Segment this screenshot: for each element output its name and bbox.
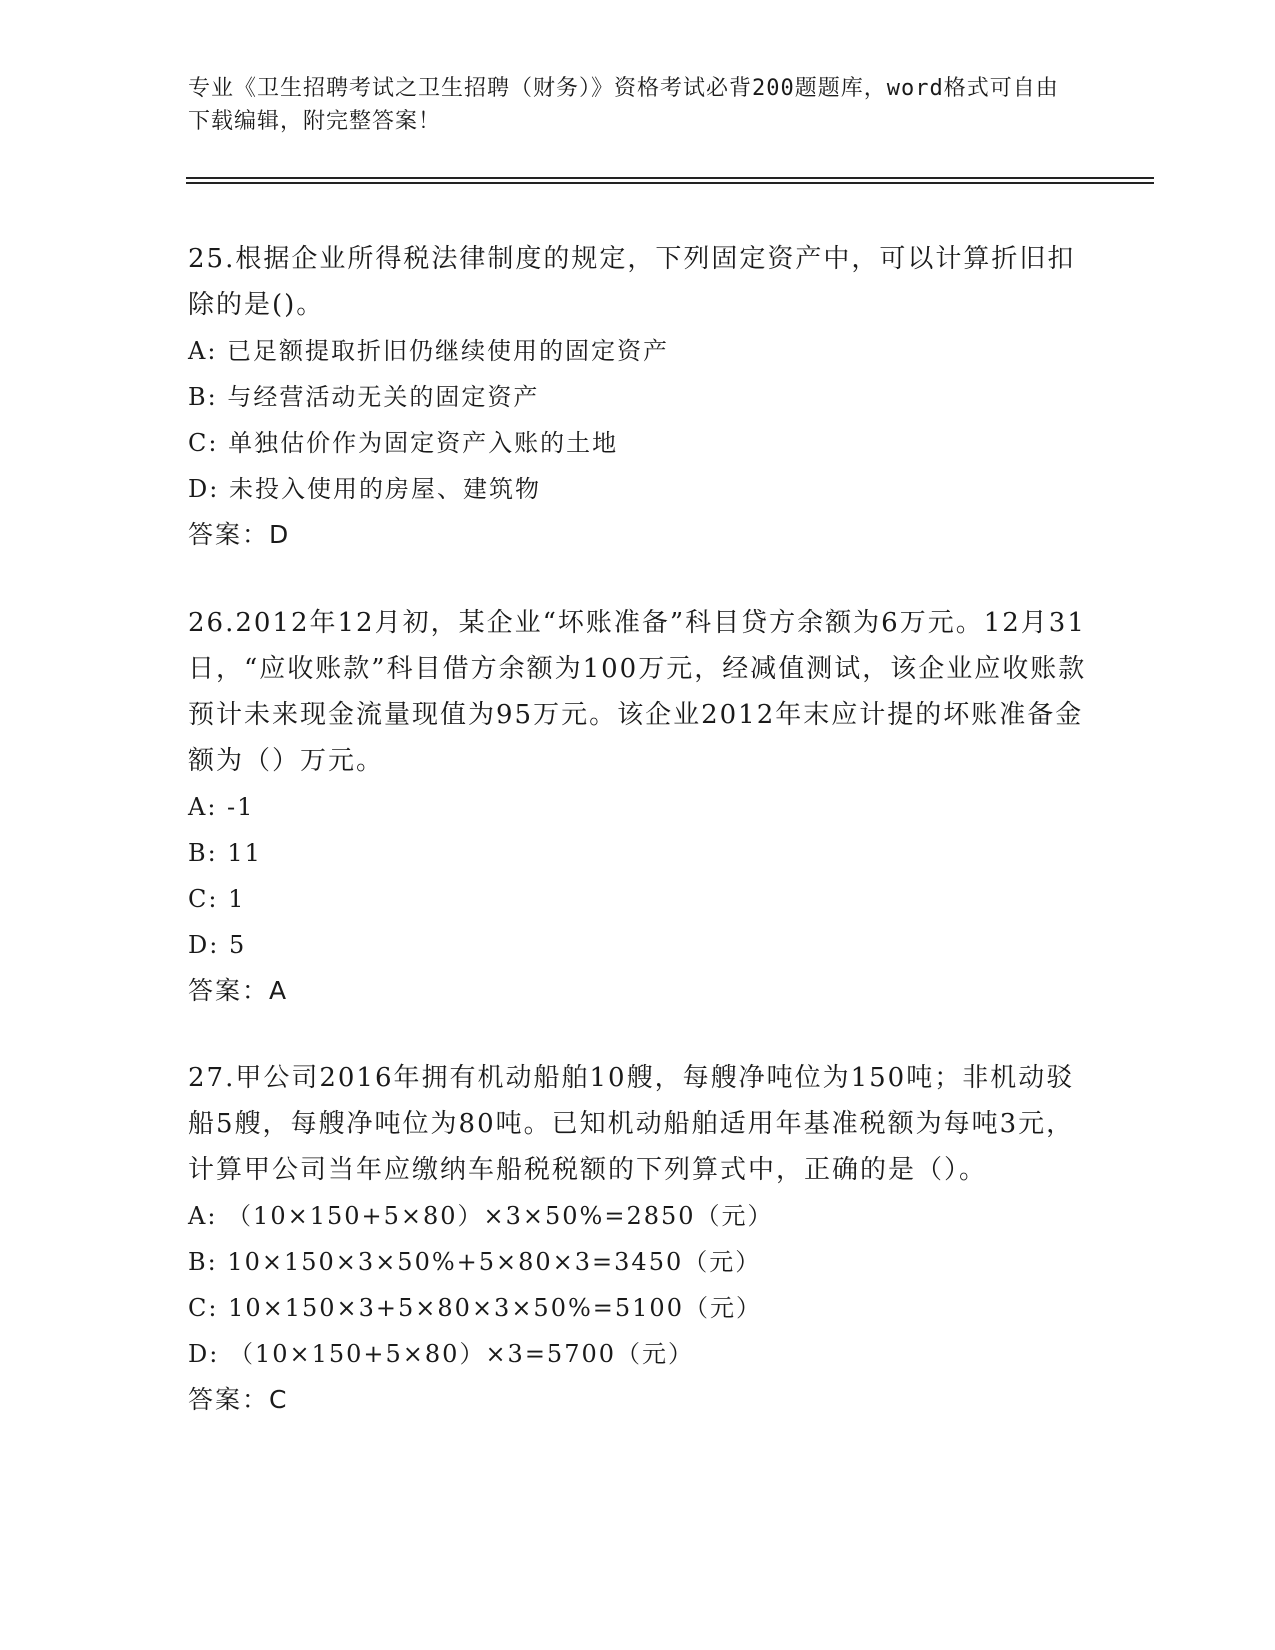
option-c: C: 10×150×3+5×80×3×50%=5100（元）	[188, 1294, 762, 1322]
option-b: B: 与经营活动无关的固定资产	[188, 383, 540, 411]
answer: 答案：A	[188, 976, 289, 1005]
option-a: A: 已足额提取折旧仍继续使用的固定资产	[188, 337, 670, 365]
question-25	[188, 236, 1088, 558]
option-c: C: 1	[188, 885, 246, 913]
answer: 答案：D	[188, 520, 291, 549]
option-d: D: 未投入使用的房屋、建筑物	[188, 475, 541, 503]
option-b: B: 11	[188, 839, 262, 867]
header-divider-top	[186, 177, 1154, 179]
option-d: D: 5	[188, 931, 247, 959]
question-stem: 26.2012年12月初，某企业“坏账准备”科目贷方余额为6万元。12月31日，“应收账款”科目借方余额为100万元，经减值测试，该企业应收账款预计未来现金流量现值为95万元。该企业2012年末应计提的坏账准备金额为（）万元。	[188, 608, 1087, 776]
option-a: A: -1	[188, 793, 255, 821]
question-stem: 27.甲公司2016年拥有机动船舶10艘，每艘净吨位为150吨；非机动驳船5艘，每艘净吨位为80吨。已知机动船舶适用年基准税额为每吨3元，计算甲公司当年应缴纳车船税税额的下列算式中，正确的是（）。	[188, 1063, 1075, 1185]
option-a: A: （10×150+5×80）×3×50%=2850（元）	[188, 1202, 774, 1230]
option-d: D: （10×150+5×80）×3=5700（元）	[188, 1340, 695, 1368]
option-b: B: 10×150×3×50%+5×80×3=3450（元）	[188, 1248, 762, 1276]
question-26	[188, 600, 1088, 1014]
document-header: 专业《卫生招聘考试之卫生招聘（财务）》资格考试必背200题题库，word格式可自由下载编辑，附完整答案！	[188, 76, 1059, 134]
answer: 答案：C	[188, 1385, 289, 1414]
header-divider-bottom	[186, 182, 1154, 184]
question-27	[188, 1055, 1088, 1423]
question-stem: 25.根据企业所得税法律制度的规定，下列固定资产中，可以计算折旧扣除的是()。	[188, 244, 1076, 320]
option-c: C: 单独估价作为固定资产入账的土地	[188, 429, 619, 457]
